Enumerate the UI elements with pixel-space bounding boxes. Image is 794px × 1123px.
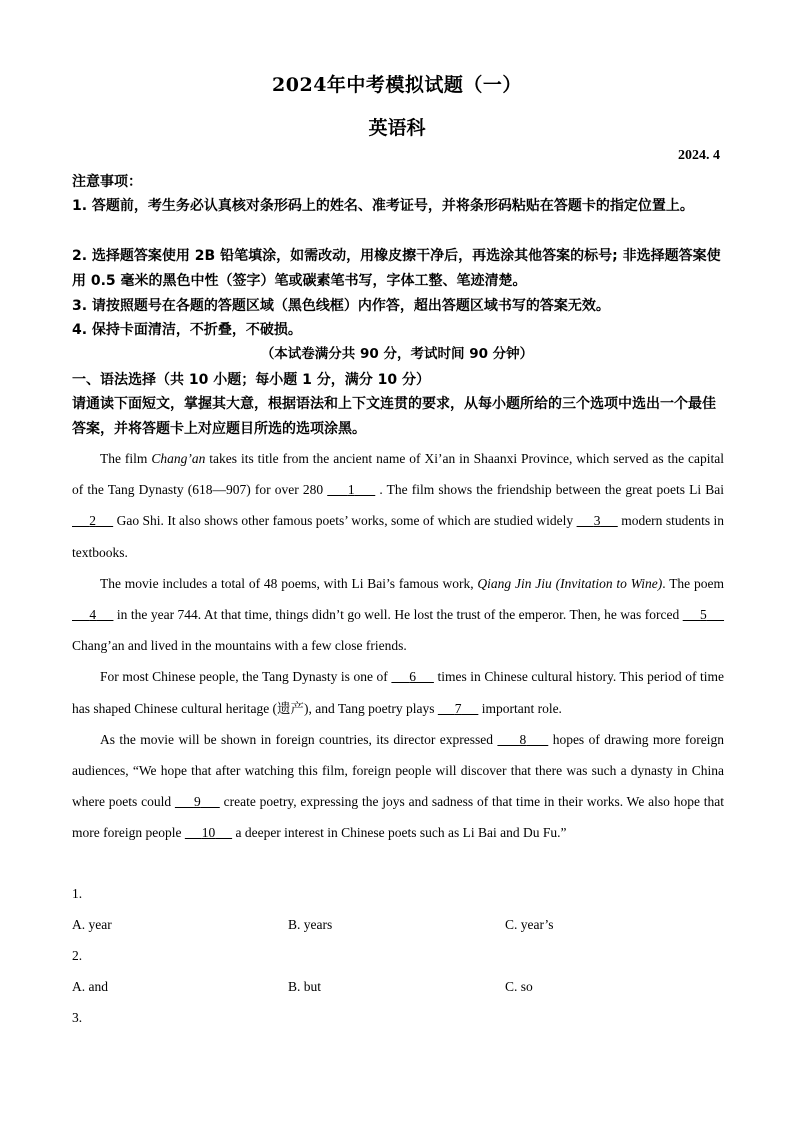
notice-item-3: 3. 请按照题号在各题的答题区域（黑色线框）内作答，超出答题区域书写的答案无效。 <box>72 298 610 314</box>
blank-8: 8 <box>519 731 527 747</box>
blank-5: 5 <box>700 607 707 623</box>
passage-paragraph-2: The movie includes a total of 48 poems, with Li Bai’s famous work, Qiang Jin Jiu (Invitation to Wine). The poem 4 in the year 744. At that time, things didn’t go well. He lost the trust of the emperor. Then, he was forced 5 Chang’an and lived in the mountains with a few close friends. <box>72 575 724 654</box>
question-2-option-a[interactable]: A. and <box>72 979 108 994</box>
blank-6: 6 <box>409 669 417 685</box>
notice-heading: 注意事项： <box>72 174 142 190</box>
question-1-option-a[interactable]: A. year <box>72 917 112 932</box>
notice-item-1: 1. 答题前，考生务必认真核对条形码上的姓名、准考证号，并将条形码粘贴在答题卡的指定位置上。 <box>72 198 694 214</box>
work-name: Qiang Jin Jiu (Invitation to Wine) <box>477 575 663 591</box>
blank-2: 2 <box>89 513 96 529</box>
notice-item-2: 2. 选择题答案使用 2B 铅笔填涂，如需改动，用橡皮擦干净后，再选涂其他答案的标号; 非选择题答案使用 0.5 毫米的黑色中性（签字）笔或碳素笔书写，字体工整、笔迹清楚。 <box>72 248 721 289</box>
film-name: Chang’an <box>151 451 206 466</box>
section-heading: 一、语法选择（共 10 小题；每小题 1 分，满分 10 分） <box>72 372 430 388</box>
notice-item-4: 4. 保持卡面清洁，不折叠，不破损。 <box>72 322 302 338</box>
blank-9: 9 <box>193 794 201 810</box>
question-2-number: 2. <box>72 948 83 963</box>
score-note: （本试卷满分共 90 分，考试时间 90 分钟） <box>260 346 534 362</box>
question-1-option-b[interactable]: B. years <box>288 917 333 932</box>
question-1-option-c[interactable]: C. year’s <box>505 917 554 932</box>
section-instruction: 请通读下面短文，掌握其大意，根据语法和上下文连贯的要求，从每小题所给的三个选项中选出一个最佳答案，并将答题卡上对应题目所选的选项涂黑。 <box>72 396 716 437</box>
question-3-number: 3. <box>72 1010 83 1025</box>
exam-title: 2024年中考模拟试题（一） <box>272 74 522 96</box>
exam-date: 2024. 4 <box>678 148 720 163</box>
passage-paragraph-1: The film Chang’an takes its title from the ancient name of Xi’an in Shaanxi Province, which served as the capital of the Tang Dynasty (618—907) for over 280 1 . The film shows the friendship between the great poets Li Bai 2 Gao Shi. It also shows other famous poets’ works, some of which are studied widely 3 modern students in textbooks. <box>72 451 725 560</box>
question-2-option-b[interactable]: B. but <box>288 979 322 994</box>
passage-paragraph-4: As the movie will be shown in foreign countries, its director expressed 8 hopes of drawing more foreign audiences, “We hope that after watching this film, foreign people will discover that there was such a dynasty in China where poets could 9 create poetry, expressing the joys and sadness of that time in their works. We also hope that more foreign people 10 a deeper interest in Chinese poets such as Li Bai and Du Fu.” <box>72 731 725 841</box>
blank-1: 1 <box>347 482 355 498</box>
subject-title: 英语科 <box>368 117 426 139</box>
reading-passage <box>72 443 724 849</box>
blank-3: 3 <box>593 513 601 529</box>
question-1-number: 1. <box>72 886 83 901</box>
blank-4: 4 <box>89 607 97 623</box>
blank-7: 7 <box>454 700 462 716</box>
blank-10: 10 <box>201 825 216 841</box>
passage-paragraph-3: For most Chinese people, the Tang Dynasty is one of 6 times in Chinese cultural history. This period of time has shaped Chinese cultural heritage (遗产), and Tang poetry plays 7 important role. <box>72 669 725 716</box>
question-2-option-c[interactable]: C. so <box>505 979 533 994</box>
